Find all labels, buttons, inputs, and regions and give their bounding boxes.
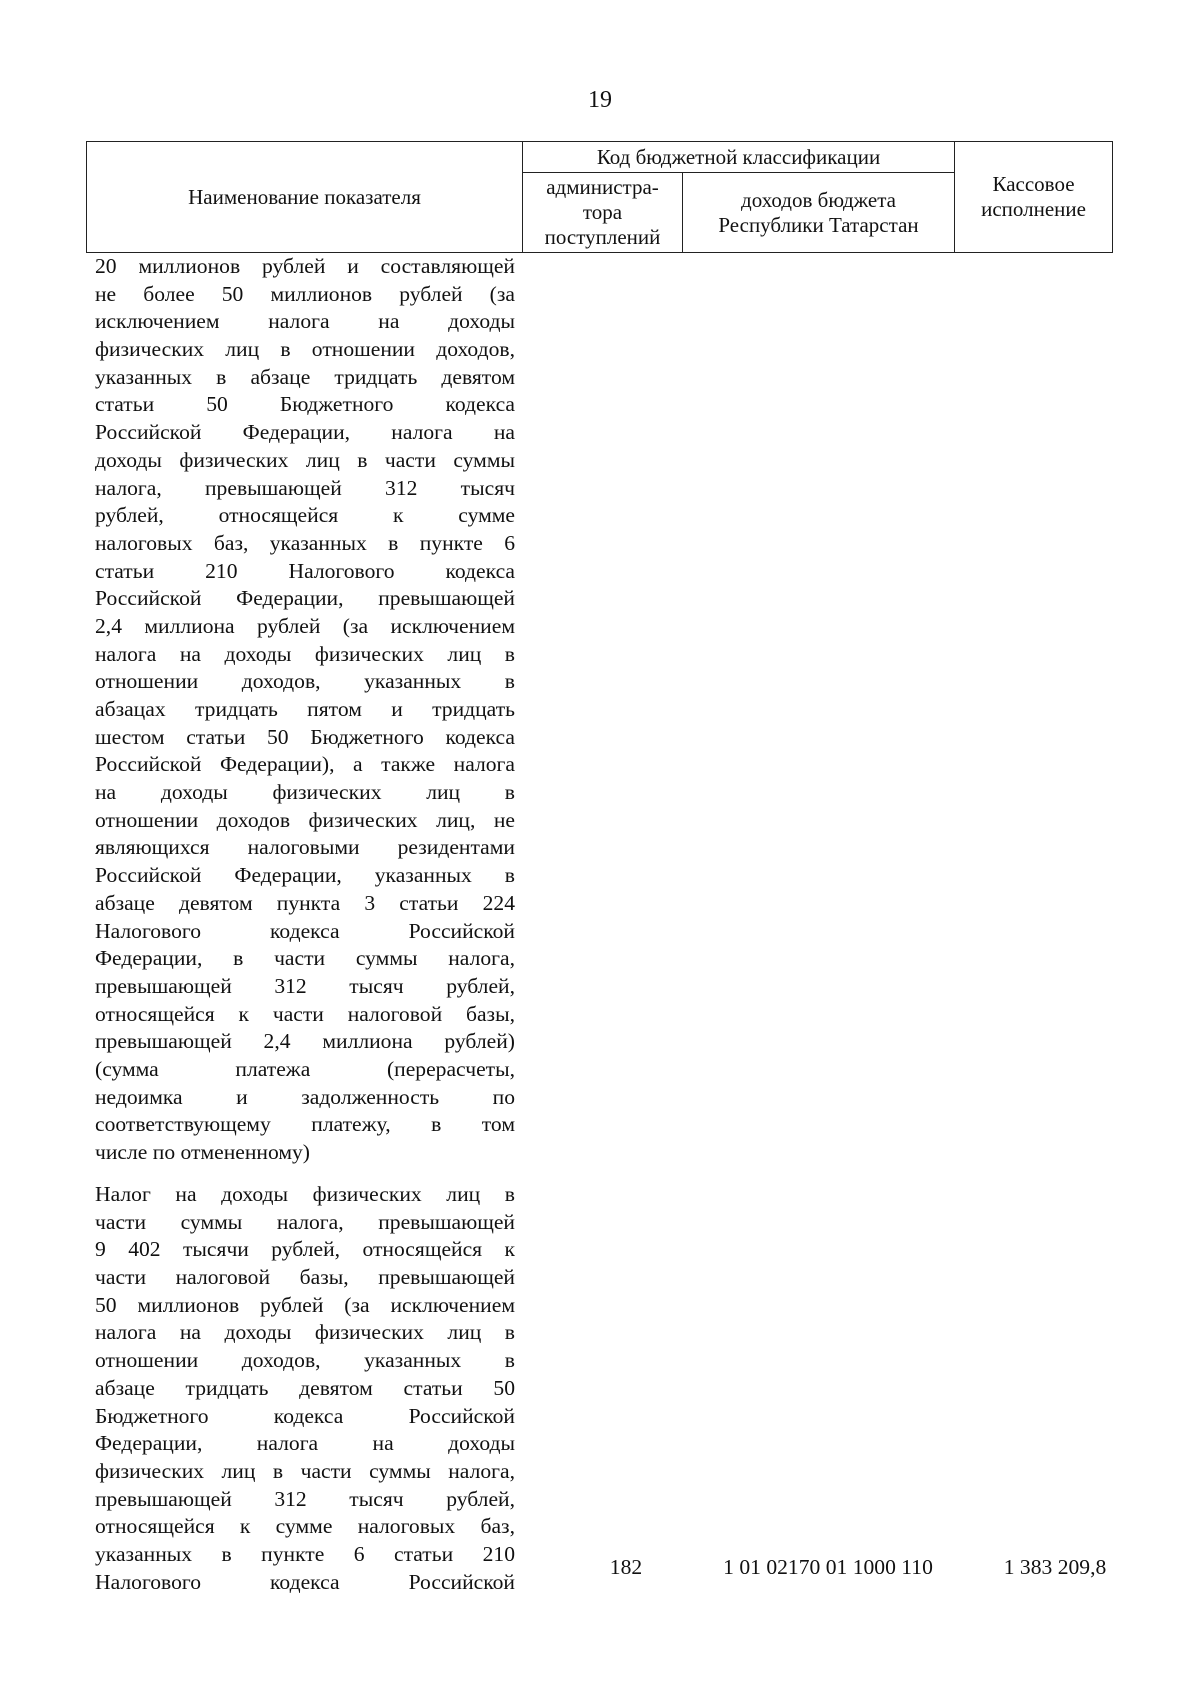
header-revenue — [683, 173, 955, 253]
text-line: рублей, относящейся к сумме — [95, 503, 515, 528]
text-line: отношении доходов, указанных в — [95, 669, 515, 694]
row2-administrator-code: 182 — [609, 1555, 643, 1579]
text-line: Федерации, в части суммы налога, — [95, 946, 515, 971]
text-line: превышающей 312 тысяч рублей, — [95, 1486, 515, 1511]
page-number: 19 — [588, 87, 612, 113]
text-line: физических лиц в части суммы налога, — [95, 1458, 515, 1483]
text-line: статьи 210 Налогового кодекса — [95, 558, 515, 583]
text-line: на доходы физических лиц в — [95, 780, 515, 805]
text-line: налоговых баз, указанных в пункте 6 — [95, 530, 515, 555]
row2-execution-amount: 1 383 209,8 — [1003, 1555, 1107, 1579]
row1-indicator-text — [95, 253, 515, 1167]
text-line: превышающей 2,4 миллиона рублей) — [95, 1029, 515, 1054]
text-line: Российской Федерации, превышающей — [95, 586, 515, 611]
text-line: указанных в абзаце тридцать девятом — [95, 364, 515, 389]
text-line: налога, превышающей 312 тысяч — [95, 475, 515, 500]
text-line: 2,4 миллиона рублей (за исключением — [95, 613, 515, 638]
header-revenue-line: доходов бюджета — [741, 187, 896, 212]
text-line: части суммы налога, превышающей — [95, 1209, 515, 1234]
row2-indicator-text — [95, 1181, 515, 1596]
text-line: доходы физических лиц в части суммы — [95, 447, 515, 472]
text-line: Налогового кодекса Российской — [95, 1569, 515, 1594]
text-line: Федерации, налога на доходы — [95, 1431, 515, 1456]
text-line: Бюджетного кодекса Российской — [95, 1403, 515, 1428]
row2-revenue-code: 1 01 02170 01 1000 110 — [723, 1555, 933, 1579]
text-line: превышающей 312 тысяч рублей, — [95, 973, 515, 998]
text-line: части налоговой базы, превышающей — [95, 1265, 515, 1290]
header-revenue-line: Республики Татарстан — [718, 212, 919, 237]
text-line: (сумма платежа (перерасчеты, — [95, 1056, 515, 1081]
text-line: абзаце тридцать девятом статьи 50 — [95, 1375, 515, 1400]
text-line: указанных в пункте 6 статьи 210 — [95, 1541, 515, 1566]
text-line: не более 50 миллионов рублей (за — [95, 281, 515, 306]
text-line: соответствующему платежу, в том — [95, 1112, 515, 1137]
text-line: исключением налога на доходы — [95, 309, 515, 334]
header-administrator — [523, 173, 683, 253]
header-administrator-line: администра- — [546, 175, 659, 199]
text-line: статьи 50 Бюджетного кодекса — [95, 392, 515, 417]
text-line: 9 402 тысячи рублей, относящейся к — [95, 1237, 515, 1262]
text-line: относящейся к сумме налоговых баз, — [95, 1514, 515, 1539]
text-line: абзацах тридцать пятом и тридцать — [95, 697, 515, 721]
text-line: Налогового кодекса Российской — [95, 918, 515, 943]
text-line: шестом статьи 50 Бюджетного кодекса — [95, 724, 515, 749]
text-line: недоимка и задолженность по — [95, 1084, 515, 1109]
text-line: Российской Федерации), а также налога — [95, 752, 515, 777]
text-line: 50 миллионов рублей (за исключением — [95, 1292, 515, 1317]
text-line: отношении доходов, указанных в — [95, 1348, 515, 1373]
text-line: налога на доходы физических лиц в — [95, 641, 515, 666]
header-classification-code: Код бюджетной классификации — [523, 142, 955, 173]
header-execution-line: исполнение — [981, 197, 1086, 221]
text-line: 20 миллионов рублей и составляющей — [95, 254, 515, 278]
header-indicator-name: Наименование показателя — [87, 142, 523, 253]
text-line: относящейся к части налоговой базы, — [95, 1001, 515, 1026]
text-line: физических лиц в отношении доходов, — [95, 337, 515, 362]
header-administrator-line: поступлений — [544, 225, 661, 249]
text-line: Российской Федерации, указанных в — [95, 863, 515, 888]
header-execution-line: Кассовое — [992, 172, 1075, 196]
header-administrator-line: тора — [582, 200, 623, 224]
text-line: Налог на доходы физических лиц в — [95, 1182, 515, 1206]
text-line: отношении доходов физических лиц, не — [95, 807, 515, 832]
header-execution — [955, 142, 1113, 253]
text-line: числе по отмененному) — [95, 1140, 310, 1164]
text-line: Российской Федерации, налога на — [95, 420, 515, 445]
table-header — [86, 141, 1113, 253]
text-line: налога на доходы физических лиц в — [95, 1320, 515, 1345]
text-line: абзаце девятом пункта 3 статьи 224 — [95, 890, 515, 915]
text-line: являющихся налоговыми резидентами — [95, 835, 515, 860]
